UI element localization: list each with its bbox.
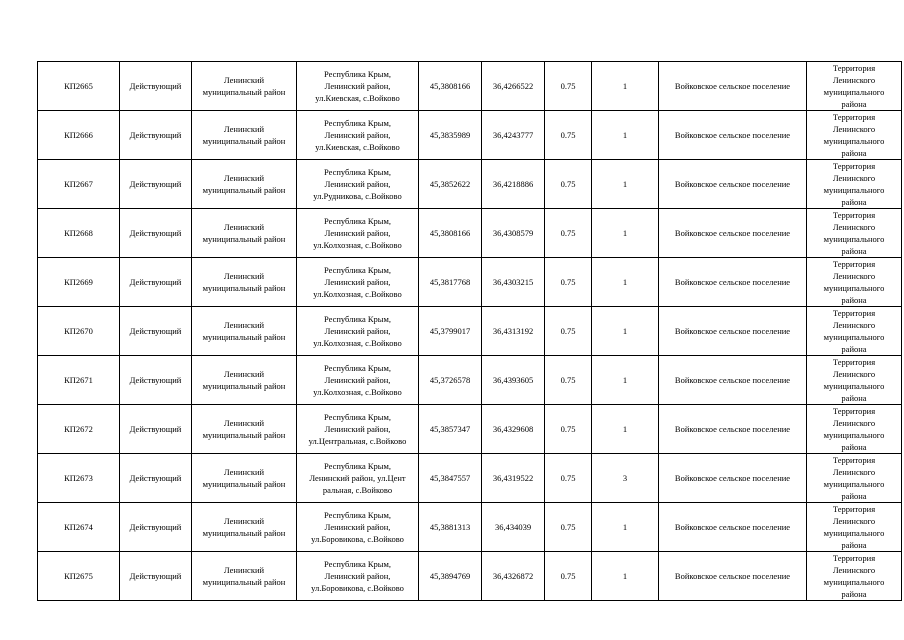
longitude-cell: 36,4243777 <box>482 111 545 160</box>
status-cell: Действующий <box>120 307 192 356</box>
territory-cell: Территория Ленинского муниципального района <box>807 258 902 307</box>
territory-cell: Территория Ленинского муниципального района <box>807 503 902 552</box>
settlement-cell: Войковское сельское поселение <box>659 454 807 503</box>
settlement-cell: Войковское сельское поселение <box>659 405 807 454</box>
container-count-cell: 1 <box>592 160 659 209</box>
status-cell: Действующий <box>120 454 192 503</box>
container-volume-cell: 0.75 <box>545 111 592 160</box>
table-row <box>38 307 902 356</box>
table-row <box>38 454 902 503</box>
territory-cell: Территория Ленинского муниципального района <box>807 454 902 503</box>
status-cell: Действующий <box>120 503 192 552</box>
container-id-cell: КП2674 <box>38 503 120 552</box>
container-volume-cell: 0.75 <box>545 552 592 601</box>
latitude-cell: 45,3726578 <box>419 356 482 405</box>
longitude-cell: 36,4308579 <box>482 209 545 258</box>
district-cell: Ленинский муниципальный район <box>192 307 297 356</box>
container-volume-cell: 0.75 <box>545 160 592 209</box>
registry-table <box>37 61 902 601</box>
address-cell: Республика Крым, Ленинский район, ул.Киевская, с.Войково <box>297 62 419 111</box>
latitude-cell: 45,3835989 <box>419 111 482 160</box>
territory-cell: Территория Ленинского муниципального района <box>807 307 902 356</box>
latitude-cell: 45,3857347 <box>419 405 482 454</box>
container-count-cell: 1 <box>592 405 659 454</box>
container-volume-cell: 0.75 <box>545 62 592 111</box>
district-cell: Ленинский муниципальный район <box>192 209 297 258</box>
settlement-cell: Войковское сельское поселение <box>659 62 807 111</box>
container-id-cell: КП2673 <box>38 454 120 503</box>
container-volume-cell: 0.75 <box>545 356 592 405</box>
container-id-cell: КП2665 <box>38 62 120 111</box>
container-volume-cell: 0.75 <box>545 454 592 503</box>
longitude-cell: 36,4266522 <box>482 62 545 111</box>
settlement-cell: Войковское сельское поселение <box>659 209 807 258</box>
status-cell: Действующий <box>120 258 192 307</box>
territory-cell: Территория Ленинского муниципального района <box>807 62 902 111</box>
longitude-cell: 36,4326872 <box>482 552 545 601</box>
latitude-cell: 45,3817768 <box>419 258 482 307</box>
district-cell: Ленинский муниципальный район <box>192 552 297 601</box>
table-row <box>38 111 902 160</box>
territory-cell: Территория Ленинского муниципального района <box>807 405 902 454</box>
container-count-cell: 1 <box>592 552 659 601</box>
latitude-cell: 45,3881313 <box>419 503 482 552</box>
status-cell: Действующий <box>120 356 192 405</box>
settlement-cell: Войковское сельское поселение <box>659 356 807 405</box>
status-cell: Действующий <box>120 209 192 258</box>
longitude-cell: 36,434039 <box>482 503 545 552</box>
container-id-cell: КП2672 <box>38 405 120 454</box>
settlement-cell: Войковское сельское поселение <box>659 307 807 356</box>
longitude-cell: 36,4303215 <box>482 258 545 307</box>
table-row <box>38 62 902 111</box>
territory-cell: Территория Ленинского муниципального района <box>807 552 902 601</box>
settlement-cell: Войковское сельское поселение <box>659 160 807 209</box>
container-id-cell: КП2667 <box>38 160 120 209</box>
territory-cell: Территория Ленинского муниципального района <box>807 209 902 258</box>
settlement-cell: Войковское сельское поселение <box>659 552 807 601</box>
district-cell: Ленинский муниципальный район <box>192 405 297 454</box>
longitude-cell: 36,4393605 <box>482 356 545 405</box>
container-id-cell: КП2675 <box>38 552 120 601</box>
container-volume-cell: 0.75 <box>545 503 592 552</box>
container-id-cell: КП2666 <box>38 111 120 160</box>
address-cell: Республика Крым, Ленинский район, ул.Боровикова, с.Войково <box>297 503 419 552</box>
address-cell: Республика Крым, Ленинский район, ул.Центральная, с.Войково <box>297 405 419 454</box>
latitude-cell: 45,3808166 <box>419 209 482 258</box>
address-cell: Республика Крым, Ленинский район, ул.Колхозная, с.Войково <box>297 356 419 405</box>
settlement-cell: Войковское сельское поселение <box>659 111 807 160</box>
district-cell: Ленинский муниципальный район <box>192 356 297 405</box>
district-cell: Ленинский муниципальный район <box>192 258 297 307</box>
address-cell: Республика Крым, Ленинский район, ул.Колхозная, с.Войково <box>297 307 419 356</box>
container-volume-cell: 0.75 <box>545 307 592 356</box>
container-id-cell: КП2670 <box>38 307 120 356</box>
address-cell: Республика Крым, Ленинский район, ул.Рудникова, с.Войково <box>297 160 419 209</box>
table-row <box>38 160 902 209</box>
container-count-cell: 3 <box>592 454 659 503</box>
container-count-cell: 1 <box>592 307 659 356</box>
latitude-cell: 45,3894769 <box>419 552 482 601</box>
table-row <box>38 258 902 307</box>
longitude-cell: 36,4218886 <box>482 160 545 209</box>
district-cell: Ленинский муниципальный район <box>192 62 297 111</box>
container-count-cell: 1 <box>592 209 659 258</box>
settlement-cell: Войковское сельское поселение <box>659 258 807 307</box>
table-row <box>38 405 902 454</box>
address-cell: Республика Крым, Ленинский район, ул.Боровикова, с.Войково <box>297 552 419 601</box>
longitude-cell: 36,4329608 <box>482 405 545 454</box>
table-row <box>38 552 902 601</box>
latitude-cell: 45,3799017 <box>419 307 482 356</box>
container-count-cell: 1 <box>592 503 659 552</box>
address-cell: Республика Крым, Ленинский район, ул.Колхозная, с.Войково <box>297 258 419 307</box>
territory-cell: Территория Ленинского муниципального района <box>807 356 902 405</box>
container-count-cell: 1 <box>592 356 659 405</box>
container-count-cell: 1 <box>592 111 659 160</box>
container-id-cell: КП2669 <box>38 258 120 307</box>
status-cell: Действующий <box>120 552 192 601</box>
latitude-cell: 45,3852622 <box>419 160 482 209</box>
address-cell: Республика Крым, Ленинский район, ул.Киевская, с.Войково <box>297 111 419 160</box>
district-cell: Ленинский муниципальный район <box>192 111 297 160</box>
district-cell: Ленинский муниципальный район <box>192 503 297 552</box>
settlement-cell: Войковское сельское поселение <box>659 503 807 552</box>
container-count-cell: 1 <box>592 62 659 111</box>
district-cell: Ленинский муниципальный район <box>192 454 297 503</box>
territory-cell: Территория Ленинского муниципального района <box>807 111 902 160</box>
container-id-cell: КП2668 <box>38 209 120 258</box>
container-volume-cell: 0.75 <box>545 405 592 454</box>
address-cell: Республика Крым, Ленинский район, ул.Цент ральная, с.Войково <box>297 454 419 503</box>
territory-cell: Территория Ленинского муниципального района <box>807 160 902 209</box>
longitude-cell: 36,4319522 <box>482 454 545 503</box>
container-count-cell: 1 <box>592 258 659 307</box>
latitude-cell: 45,3847557 <box>419 454 482 503</box>
container-id-cell: КП2671 <box>38 356 120 405</box>
longitude-cell: 36,4313192 <box>482 307 545 356</box>
status-cell: Действующий <box>120 111 192 160</box>
status-cell: Действующий <box>120 405 192 454</box>
status-cell: Действующий <box>120 62 192 111</box>
container-volume-cell: 0.75 <box>545 258 592 307</box>
latitude-cell: 45,3808166 <box>419 62 482 111</box>
table-row <box>38 356 902 405</box>
status-cell: Действующий <box>120 160 192 209</box>
container-volume-cell: 0.75 <box>545 209 592 258</box>
district-cell: Ленинский муниципальный район <box>192 160 297 209</box>
address-cell: Республика Крым, Ленинский район, ул.Колхозная, с.Войково <box>297 209 419 258</box>
table-row <box>38 503 902 552</box>
table-row <box>38 209 902 258</box>
registry-table-body <box>38 62 902 601</box>
